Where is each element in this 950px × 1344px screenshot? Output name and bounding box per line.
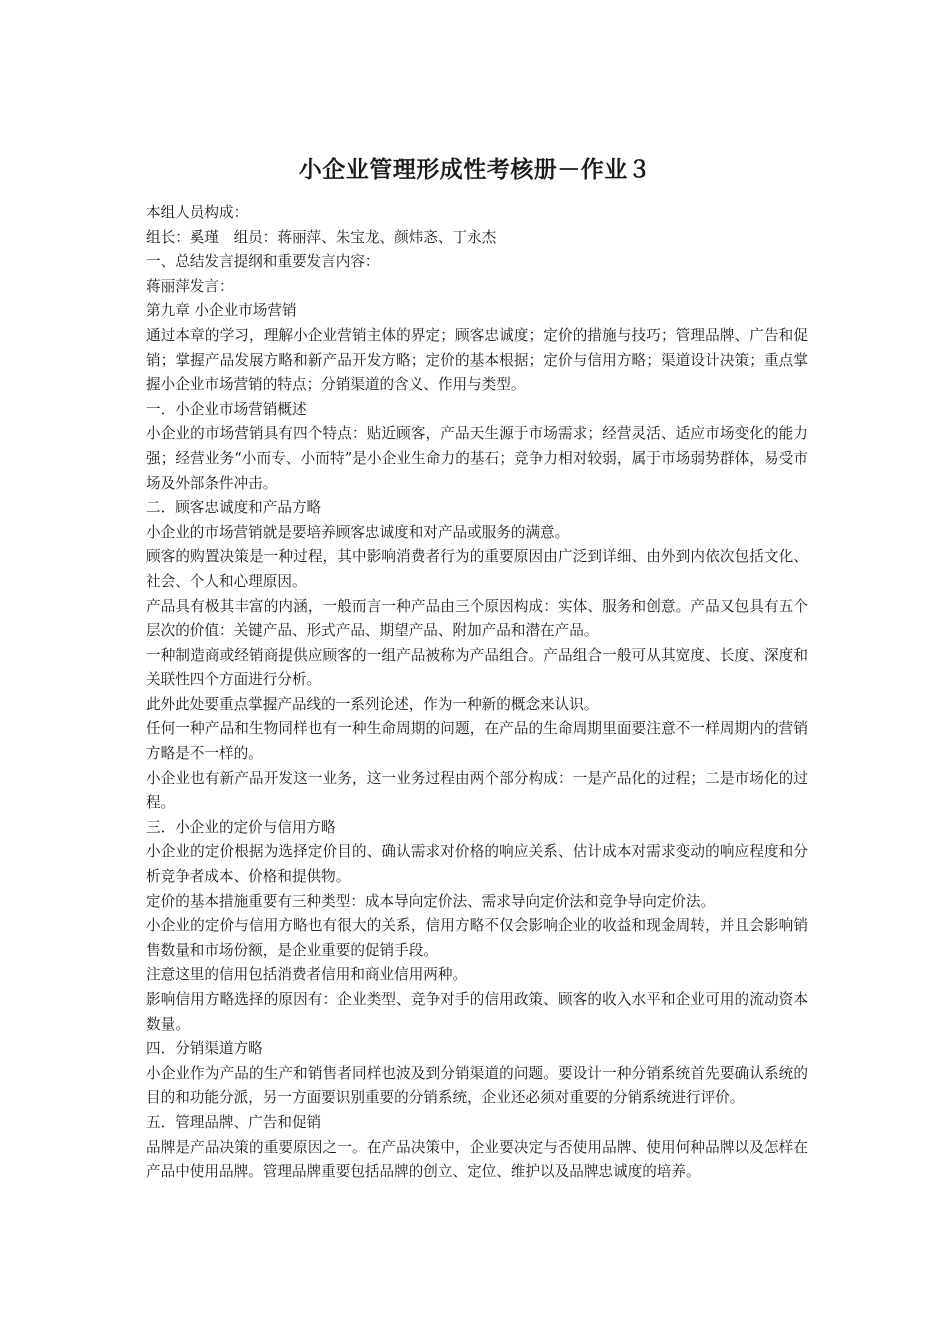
paragraph: 本组人员构成：: [146, 204, 249, 221]
section-heading: 三．小企业的定价与信用方略: [146, 818, 336, 836]
section-heading: 五．管理品牌、广告和促销: [146, 1113, 322, 1131]
paragraph: 小企业的定价根据为选择定价目的、确认需求对价格的响应关系、估计成本对需求变动的响应程度和分析竞争者成本、价格和提供物。: [146, 843, 808, 886]
paragraph: 品牌是产品决策的重要原因之一。在产品决策中，企业要决定与否使用品牌、使用何种品牌以及怎样在产品中使用品牌。管理品牌重要包括品牌的创立、定位、维护以及品牌忠诚度的培养。: [146, 1138, 808, 1181]
paragraph: 小企业的定价与信用方略也有很大的关系，信用方略不仅会影响企业的收益和现金周转，并且会影响销售数量和市场份额，是企业重要的促销手段。: [146, 917, 808, 959]
paragraph: 定价的基本措施重要有三种类型：成本导向定价法、需求导向定价法和竞争导向定价法。: [146, 892, 716, 910]
document-body: [146, 201, 808, 1185]
paragraph: 注意这里的信用包括消费者信用和商业信用两种。: [146, 966, 468, 984]
paragraph: 通过本章的学习，理解小企业营销主体的界定；顾客忠诚度；定价的措施与技巧；管理品牌、广告和促销；掌握产品发展方略和新产品开发方略；定价的基本根据；定价与信用方略；渠道设计决策；重点掌握小企业市场营销的特点；分销渠道的含义、作用与类型。: [146, 326, 808, 394]
paragraph: 此外此处要重点掌握产品线的一系列论述，作为一种新的概念来认识。: [146, 695, 599, 713]
paragraph: 顾客的购置决策是一种过程，其中影响消费者行为的重要原因由广泛到详细、由外到内依次包括文化、社会、个人和心理原因。: [146, 548, 808, 590]
section-heading: 一、总结发言提纲和重要发言内容：: [146, 253, 380, 271]
section-heading: 四．分销渠道方略: [146, 1040, 263, 1058]
paragraph: 影响信用方略选择的原因有：企业类型、竞争对手的信用政策、顾客的收入水平和企业可用的流动资本数量。: [146, 991, 808, 1033]
paragraph: 小企业作为产品的生产和销售者同样也波及到分销渠道的问题。要设计一种分销系统首先要确认系统的目的和功能分派，另一方面要识别重要的分销系统，企业还必须对重要的分销系统进行评价。: [146, 1064, 808, 1107]
section-heading: 一．小企业市场营销概述: [146, 400, 307, 418]
paragraph: 小企业的市场营销具有四个特点：贴近顾客，产品天生源于市场需求；经营灵活、适应市场变化的能力强；经营业务“小而专、小而特”是小企业生命力的基石；竞争力相对较弱，属于市场弱势群体，易受市场及外部条件冲击。: [146, 425, 808, 492]
document-title: 小企业管理形成性考核册－作业３: [298, 156, 652, 183]
paragraph: 小企业的市场营销就是要培养顾客忠诚度和对产品或服务的满意。: [146, 523, 570, 541]
paragraph: 蒋丽萍发言：: [146, 277, 234, 295]
paragraph: 组长：奚瑾 组员：蒋丽萍、朱宝龙、颜炜忞、丁永杰: [146, 228, 497, 246]
paragraph: 一种制造商或经销商提供应顾客的一组产品被称为产品组合。产品组合一般可从其宽度、长度、深度和关联性四个方面进行分析。: [146, 646, 808, 689]
section-heading: 二．顾客忠诚度和产品方略: [146, 499, 322, 517]
paragraph: 产品具有极其丰富的内涵，一般而言一种产品由三个原因构成：实体、服务和创意。产品又包具有五个层次的价值：关键产品、形式产品、期望产品、附加产品和潜在产品。: [146, 597, 808, 640]
chapter-heading: 第九章 小企业市场营销: [146, 302, 297, 320]
paragraph: 小企业也有新产品开发这一业务，这一业务过程由两个部分构成：一是产品化的过程；二是市场化的过程。: [146, 769, 808, 812]
paragraph: 任何一种产品和生物同样也有一种生命周期的问题，在产品的生命周期里面要注意不一样周期内的营销方略是不一样的。: [146, 720, 808, 763]
